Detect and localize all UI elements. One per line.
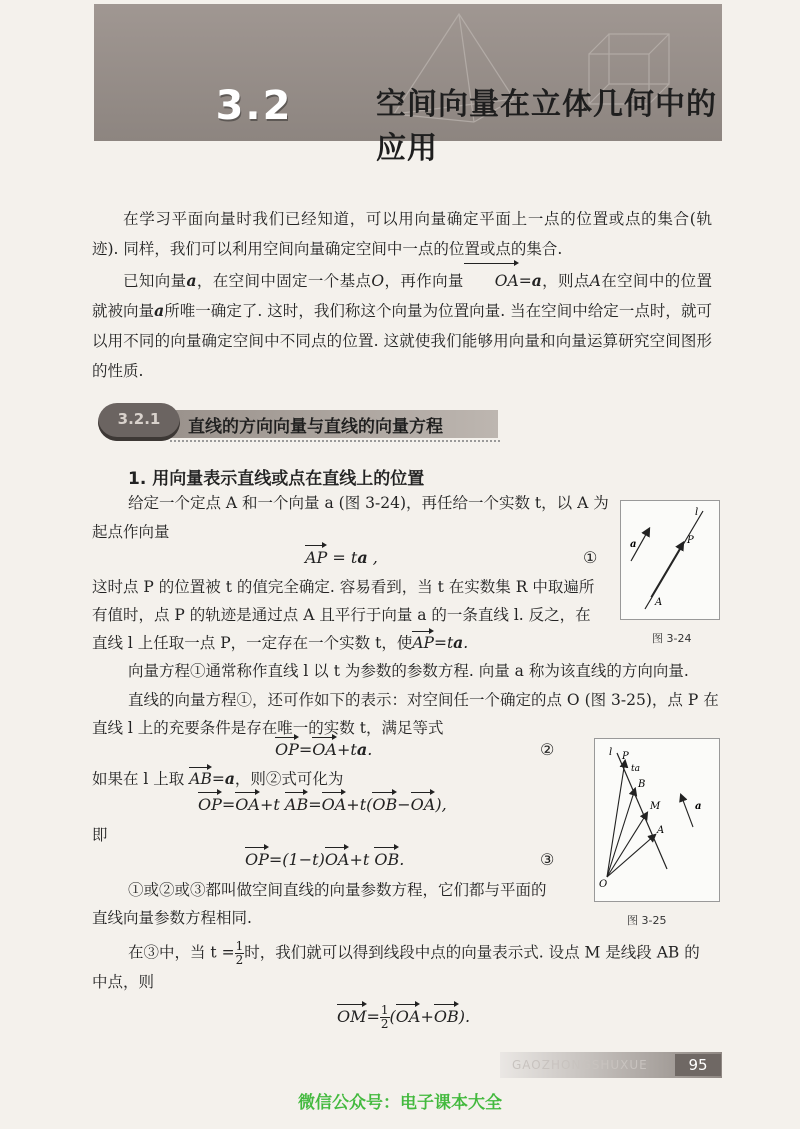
equation-3: OP=OA+t AB=OA+t(OB−OA), <box>198 795 447 814</box>
intro-paragraph-2: 已知向量a，在空间中固定一个基点O，再作向量 OA=a，则点A在空间中的位置就被向量a所唯一确定了. 这时，我们称这个向量为位置向量. 当在空间中给定一点时，就可以用不同的向量确定空间中不同点的位置. 这就使我们能够用向量和向量运算研究空间图形的性质. <box>92 266 712 386</box>
section-number: 3.2 <box>215 83 293 129</box>
svg-text:a: a <box>630 539 637 550</box>
chapter-banner <box>94 4 722 166</box>
figure-3-24-caption: 图 3-24 <box>652 632 692 645</box>
equation-2-number: ② <box>540 740 555 759</box>
svg-text:B: B <box>638 779 646 790</box>
figure-3-25 <box>594 738 720 902</box>
svg-text:M: M <box>650 801 661 812</box>
page-number: 95 <box>675 1054 721 1076</box>
body-line-4: 有值时，点 P 的轨迹是通过点 A 且平行于向量 a 的一条直线 l. 反之，在 <box>92 606 591 624</box>
vector-diagram-icon <box>595 739 719 901</box>
svg-text:l: l <box>609 747 613 758</box>
body-line-5: 直线 l 上任取一点 P，一定存在一个实数 t，使AP=ta. <box>92 633 469 652</box>
svg-text:P: P <box>687 535 694 546</box>
body-line-3: 这时点 P 的位置被 t 的值完全确定. 容易看到，当 t 在实数集 R 中取遍所 <box>92 578 595 596</box>
svg-text:ta: ta <box>631 764 640 774</box>
body-line-10: 即 <box>92 826 108 844</box>
svg-text:A: A <box>655 597 663 608</box>
body-line-1: 给定一个定点 A 和一个向量 a (图 3-24)，再任给一个实数 t，以 A 为 <box>128 494 609 512</box>
body-line-12: 直线向量参数方程相同. <box>92 909 252 927</box>
subsection-title: 直线的方向向量与直线的向量方程 <box>188 417 443 437</box>
line-diagram-icon <box>621 501 719 619</box>
equation-1: AP = ta , <box>305 548 378 567</box>
subsection-divider <box>170 440 500 442</box>
body-line-9: 如果在 l 上取 AB=a，则②式可化为 <box>92 769 344 788</box>
equation-5: OM= $\frac{1}{2}$ (OA+OB). <box>337 1003 471 1031</box>
equation-1-number: ① <box>583 548 598 567</box>
svg-text:P: P <box>622 751 629 762</box>
body-line-11: ①或②或③都叫做空间直线的向量参数方程，它们都与平面的 <box>128 881 547 899</box>
footer-series: GAOZHONGSHUXUE <box>512 1058 648 1072</box>
body-line-8: 直线 l 上的充要条件是存在唯一的实数 t，满足等式 <box>92 719 444 737</box>
body-line-7: 直线的向量方程①，还可作如下的表示：对空间任一个确定的点 O (图 3-25)，点 P 在 <box>128 691 719 709</box>
watermark-text: 微信公众号：电子课本大全 <box>298 1093 502 1113</box>
body-line-13: 在③中，当 t = $\frac{1}{2}$ 时，我们就可以得到线段中点的向量表示式. 设点 M 是线段 AB 的 <box>128 939 700 967</box>
equation-2: OP=OA+ta. <box>275 740 373 759</box>
figure-3-25-caption: 图 3-25 <box>627 914 667 927</box>
svg-text:a: a <box>695 801 702 812</box>
svg-text:A: A <box>657 825 665 836</box>
body-line-2: 起点作向量 <box>92 523 170 541</box>
body-line-14: 中点，则 <box>92 973 155 991</box>
intro-paragraph-1: 在学习平面向量时我们已经知道，可以用向量确定平面上一点的位置或点的集合(轨迹). 同样，我们可以利用空间向量确定空间中一点的位置或点的集合. <box>92 210 712 258</box>
section-title: 空间向量在立体几何中的应用 <box>376 87 717 166</box>
svg-text:l: l <box>695 507 699 518</box>
subsection-badge: 3.2.1 <box>98 403 180 441</box>
heading-1: 1. 用向量表示直线或点在直线上的位置 <box>128 469 425 489</box>
svg-text:O: O <box>599 879 608 890</box>
figure-3-24 <box>620 500 720 620</box>
equation-4-number: ③ <box>540 850 555 869</box>
body-line-6: 向量方程①通常称作直线 l 以 t 为参数的参数方程. 向量 a 称为该直线的方向向量. <box>128 662 689 680</box>
equation-4: OP=(1−t)OA+t OB. <box>245 850 405 869</box>
